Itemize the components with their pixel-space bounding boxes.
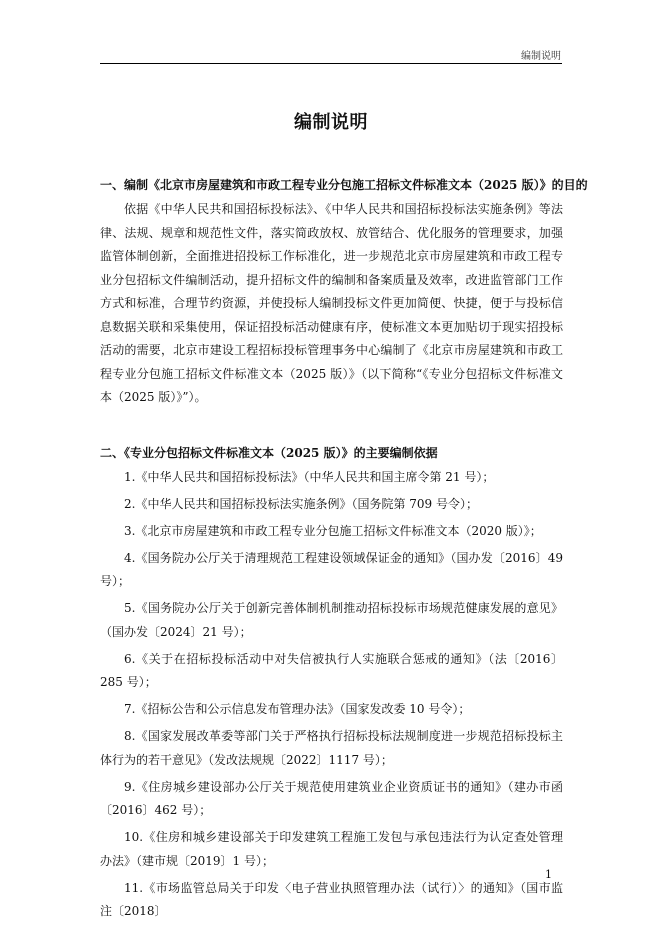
page-title: 编制说明 — [294, 112, 368, 133]
basis-list-item: 5.《国务院办公厅关于创新完善体制机制推动招标投标市场规范健康发展的意见》（国办发〔2024〕21 号）； — [100, 601, 563, 639]
section-2-heading: 二、《专业分包招标文件标准文本（2025 版）》的主要编制依据 — [100, 445, 438, 460]
section-spacer — [100, 410, 563, 443]
basis-list-item: 8.《国家发展改革委等部门关于严格执行招标投标法规制度进一步规范招标投标主体行为的若干意见》（发改法规规〔2022〕1117 号）； — [100, 729, 563, 767]
basis-list-item: 9.《住房城乡建设部办公厅关于规范使用建筑业企业资质证书的通知》（建办市函〔2016〕462 号）； — [100, 779, 563, 817]
page-number: 1 — [545, 868, 552, 881]
basis-list-item: 6.《关于在招标投标活动中对失信被执行人实施联合惩戒的通知》（法〔2016〕285 号）； — [100, 651, 563, 689]
basis-list-item: 2.《中华人民共和国招标投标法实施条例》（国务院第 709 号令）； — [124, 496, 478, 511]
basis-list-item: 1.《中华人民共和国招标投标法》（中华人民共和国主席令第 21 号）； — [124, 469, 495, 484]
header-rule — [100, 63, 562, 64]
section-1-paragraph: 依据《中华人民共和国招标投标法》、《中华人民共和国招标投标法实施条例》等法律、法规、规章和规范性文件，落实简政放权、放管结合、优化服务的管理要求，加强监管体制创新，全面推进招投标工作标准化，进一步规范北京市房屋建筑和市政工程专业分包招标文件编制活动，提升招标文件的编制和备案质量及效率，改进监管部门工作方式和标准，合理节约资源，并使投标人编制投标文件更加简便、快捷，便于与投标信息数据关联和采集使用，保证招投标活动健康有序，使标准文本更加贴切于现实招投标活动的需要，北京市建设工程招标投标管理事务中心编制了《北京市房屋建筑和市政工程专业分包施工招标文件标准文本（2025 版）》（以下简称“《专业分包招标文件标准文本（2025 版）》”）。 — [100, 202, 563, 404]
section-1-heading: 一、编制《北京市房屋建筑和市政工程专业分包施工招标文件标准文本（2025 版）》的目的 — [100, 178, 588, 192]
document-body — [100, 175, 588, 927]
basis-list-item: 3.《北京市房屋建筑和市政工程专业分包施工招标文件标准文本（2020 版）》； — [124, 523, 542, 538]
basis-list-item: 10.《住房和城乡建设部关于印发建筑工程施工发包与承包违法行为认定查处管理办法》（建市规〔2019〕1 号）； — [100, 830, 563, 868]
basis-list-item: 11.《市场监管总局关于印发〈电子营业执照管理办法（试行）〉的通知》（国市监注〔2018〕 — [100, 880, 563, 918]
running-header: 编制说明 — [521, 51, 561, 62]
basis-list-item: 7.《招标公告和公示信息发布管理办法》（国家发改委 10 号令）； — [124, 702, 471, 716]
basis-list-item: 4.《国务院办公厅关于清理规范工程建设领域保证金的通知》（国办发〔2016〕49 号）； — [100, 550, 563, 588]
